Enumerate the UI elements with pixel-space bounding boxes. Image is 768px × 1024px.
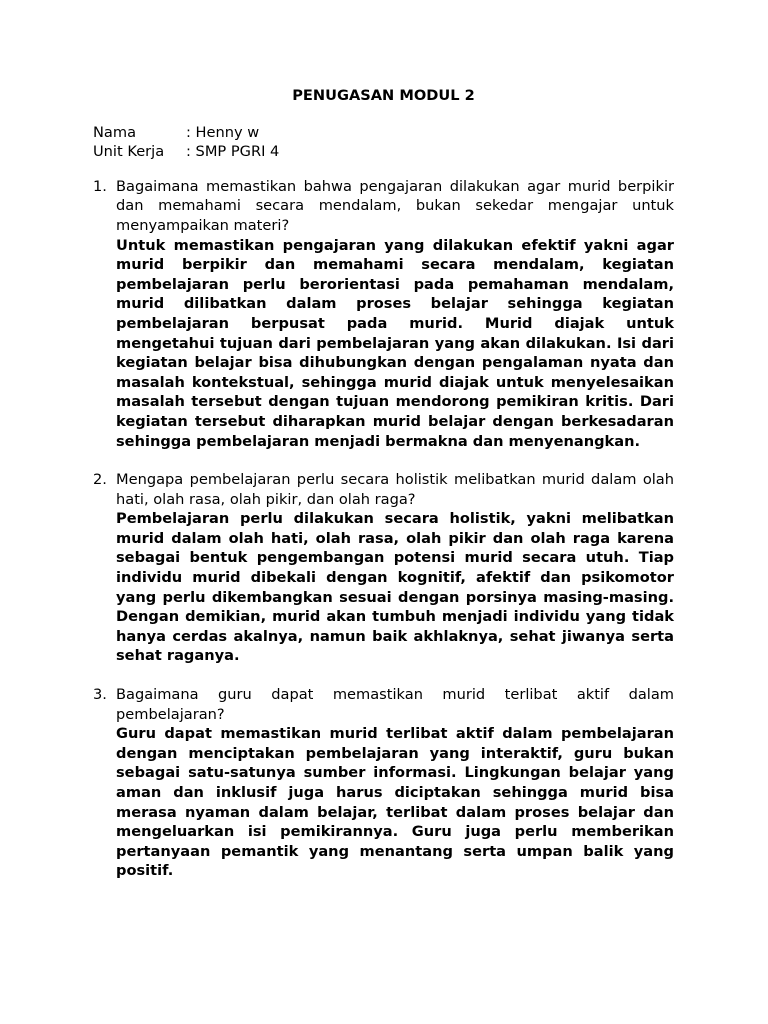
- question-number: 1.: [93, 177, 107, 195]
- question-item: [93, 470, 674, 666]
- question-number: 2.: [93, 471, 107, 489]
- question-body: [116, 470, 674, 666]
- question-body: [116, 177, 674, 451]
- answer-text: Pembelajaran perlu dilakukan secara holistik, yakni melibatkan murid dalam olah hati, olah rasa, olah pikir dan olah raga karena sebagai bentuk pengembangan potensi murid secara utuh. Tiap individu murid dibekali dengan kognitif, afektif dan psikomotor yang perlu dikembangkan sesuai dengan porsinya masing-masing. Dengan demikian, murid akan tumbuh menjadi individu yang tidak hanya cerdas akalnya, namun baik akhlaknya, sehat jiwanya serta sehat raganya.: [116, 510, 674, 665]
- question-number: 3.: [93, 686, 107, 704]
- identity-block: [93, 123, 674, 162]
- question-text: Bagaimana guru dapat memastikan murid terlibat aktif dalam pembelajaran?: [116, 686, 674, 723]
- question-item: [93, 685, 674, 881]
- question-list: [93, 177, 674, 881]
- info-label: Unit Kerja: [93, 143, 165, 161]
- info-value: : SMP PGRI 4: [186, 143, 280, 161]
- info-row-unit: [93, 142, 674, 162]
- document-title: PENUGASAN MODUL 2: [292, 87, 475, 104]
- question-text: Mengapa pembelajaran perlu secara holistik melibatkan murid dalam olah hati, olah rasa, olah pikir, dan olah raga?: [116, 471, 674, 508]
- info-value: : Henny w: [186, 123, 260, 141]
- question-item: [93, 177, 674, 451]
- info-label: Nama: [93, 123, 137, 141]
- document-page: [93, 86, 674, 881]
- info-row-name: [93, 123, 674, 143]
- question-body: [116, 685, 674, 881]
- question-text: Bagaimana memastikan bahwa pengajaran dilakukan agar murid berpikir dan memahami secara mendalam, bukan sekedar mengajar untuk menyampaikan materi?: [116, 177, 674, 234]
- answer-text: Untuk memastikan pengajaran yang dilakukan efektif yakni agar murid berpikir dan memahami secara mendalam, kegiatan pembelajaran perlu berorientasi pada pemahaman mendalam, murid dilibatkan dalam proses belajar sehingga kegiatan pembelajaran berpusat pada murid. Murid diajak untuk mengetahui tujuan dari pembelajaran yang akan dilakukan. Isi dari kegiatan belajar bisa dihubungkan dengan pengalaman nyata dan masalah kontekstual, sehingga murid diajak untuk menyelesaikan masalah tersebut dengan tujuan mendorong pemikiran kritis. Dari kegiatan tersebut diharapkan murid belajar dengan berkesadaran sehingga pembelajaran menjadi bermakna dan menyenangkan.: [116, 236, 674, 450]
- answer-text: Guru dapat memastikan murid terlibat aktif dalam pembelajaran dengan menciptakan pembelajaran yang interaktif, guru bukan sebagai satu-satunya sumber informasi. Lingkungan belajar yang aman dan inklusif juga harus diciptakan sehingga murid bisa merasa nyaman dalam belajar, terlibat dalam proses belajar dan mengeluarkan isi pemikirannya. Guru juga perlu memberikan pertanyaan pemantik yang menantang serta umpan balik yang positif.: [116, 725, 674, 880]
